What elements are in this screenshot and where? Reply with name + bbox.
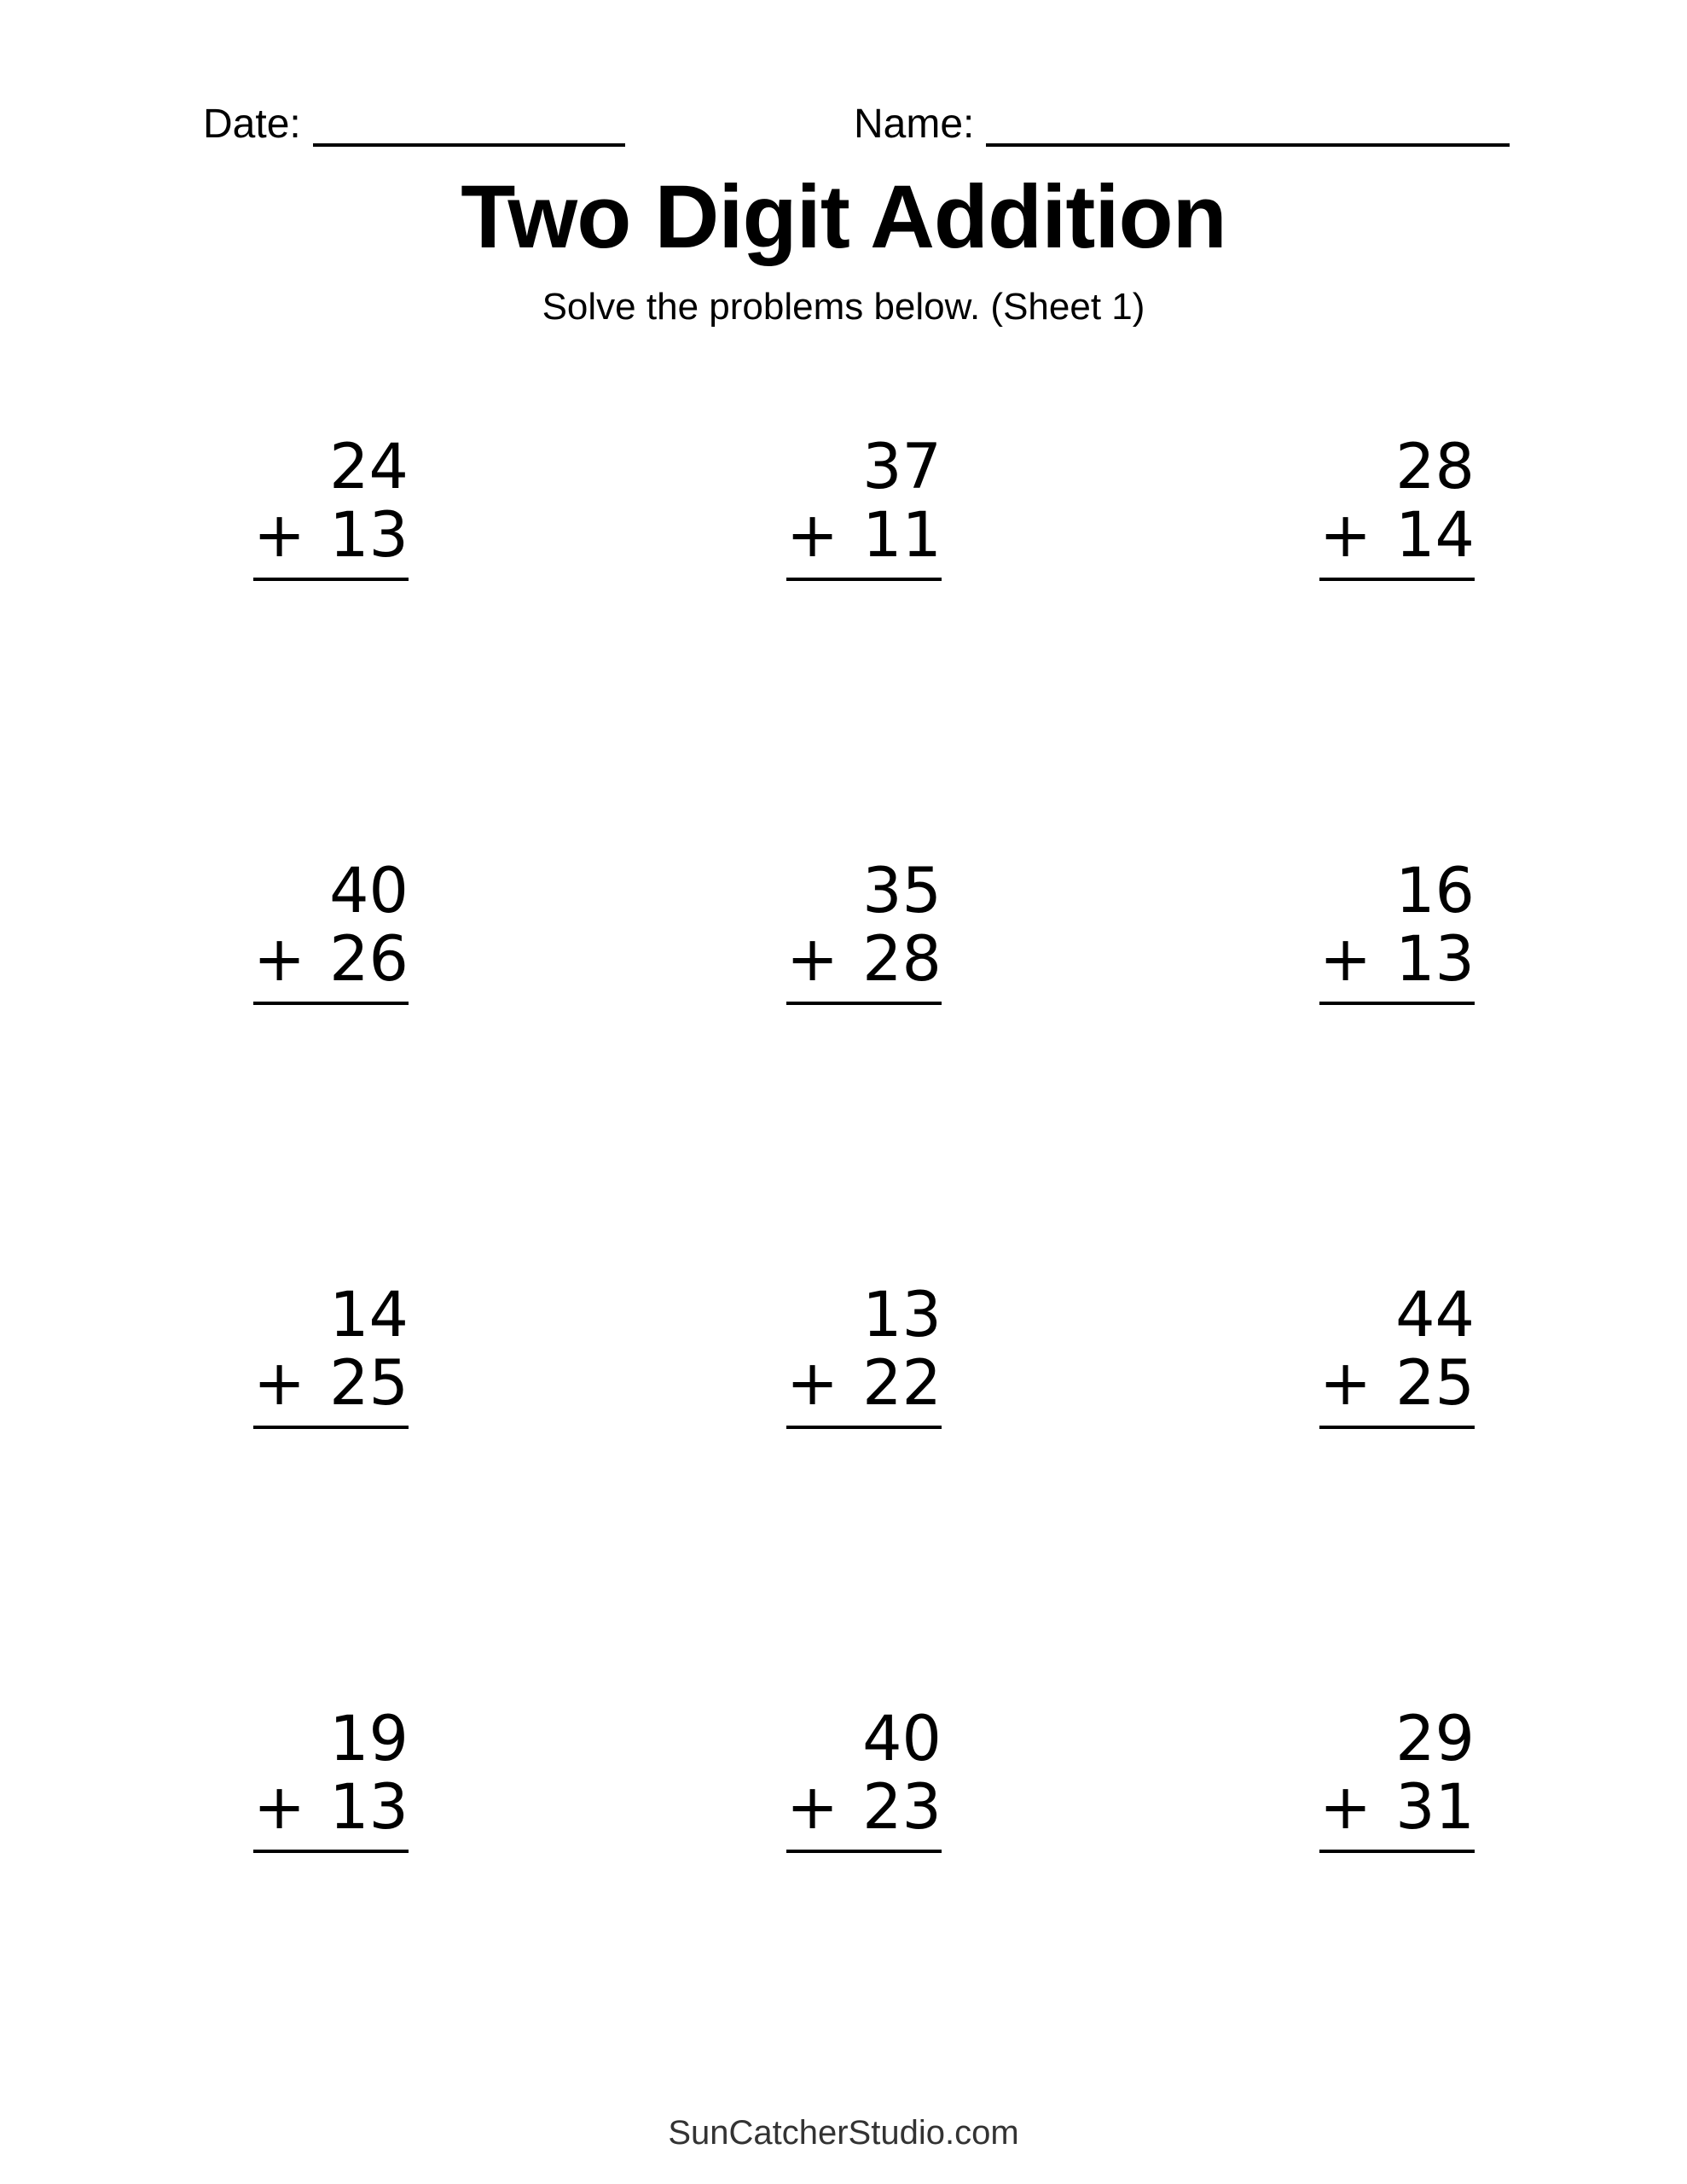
- answer-line[interactable]: [1319, 1426, 1475, 1429]
- addend-bottom-row: [786, 923, 942, 996]
- plus-operator: +: [786, 499, 839, 572]
- problem-10: [253, 1705, 409, 1853]
- addend-bottom-row: [1319, 1347, 1475, 1420]
- answer-line[interactable]: [253, 1850, 409, 1853]
- answer-line[interactable]: [1319, 1850, 1475, 1853]
- plus-operator: +: [253, 923, 306, 996]
- answer-line[interactable]: [253, 1426, 409, 1429]
- addend-bottom-row: [786, 499, 942, 572]
- site-credit: SunCatcherStudio.com: [668, 2114, 1019, 2152]
- addend-top: 40: [329, 855, 409, 927]
- answer-line[interactable]: [1319, 578, 1475, 581]
- problem-7: [253, 1281, 409, 1429]
- addend-bottom: 11: [862, 499, 942, 572]
- addend-bottom: 14: [1395, 499, 1475, 572]
- addend-bottom-row: [253, 1771, 409, 1844]
- addend-bottom: 13: [1395, 923, 1475, 996]
- addend-bottom-row: [1319, 499, 1475, 572]
- problem-2: [786, 433, 942, 581]
- name-field: [854, 104, 1510, 147]
- addend-top: 40: [862, 1703, 942, 1775]
- footer: [0, 2114, 1687, 2152]
- addend-bottom: 13: [329, 499, 409, 572]
- addend-bottom: 28: [862, 923, 942, 996]
- addend-top: 19: [329, 1703, 409, 1775]
- problems-grid: [253, 433, 1475, 1853]
- problem-11: [786, 1705, 942, 1853]
- addend-bottom-row: [786, 1347, 942, 1420]
- addend-bottom: 22: [862, 1347, 942, 1420]
- problem-4: [253, 857, 409, 1005]
- answer-line[interactable]: [786, 1002, 942, 1005]
- answer-line[interactable]: [253, 1002, 409, 1005]
- addend-bottom-row: [253, 923, 409, 996]
- answer-line[interactable]: [253, 578, 409, 581]
- problem-5: [786, 857, 942, 1005]
- plus-operator: +: [786, 923, 839, 996]
- addend-top: 44: [1395, 1279, 1475, 1351]
- plus-operator: +: [253, 1771, 306, 1844]
- problem-6: [1319, 857, 1475, 1005]
- problem-8: [786, 1281, 942, 1429]
- plus-operator: +: [786, 1347, 839, 1420]
- addend-bottom-row: [1319, 923, 1475, 996]
- problem-3: [1319, 433, 1475, 581]
- addend-bottom-row: [253, 1347, 409, 1420]
- addend-bottom: 26: [329, 923, 409, 996]
- plus-operator: +: [786, 1771, 839, 1844]
- addend-top: 37: [862, 431, 942, 503]
- answer-line[interactable]: [786, 1850, 942, 1853]
- plus-operator: +: [1319, 499, 1372, 572]
- addend-top: 13: [862, 1279, 942, 1351]
- addend-bottom: 13: [329, 1771, 409, 1844]
- addend-bottom: 23: [862, 1771, 942, 1844]
- problem-1: [253, 433, 409, 581]
- addend-top: 14: [329, 1279, 409, 1351]
- problem-12: [1319, 1705, 1475, 1853]
- addend-top: 16: [1395, 855, 1475, 927]
- plus-operator: +: [1319, 1771, 1372, 1844]
- page-subtitle: Solve the problems below. (Sheet 1): [542, 286, 1145, 328]
- addend-top: 28: [1395, 431, 1475, 503]
- plus-operator: +: [253, 499, 306, 572]
- date-field: [203, 104, 625, 147]
- addend-bottom: 31: [1395, 1771, 1475, 1844]
- name-blank-line[interactable]: [986, 106, 1510, 147]
- plus-operator: +: [253, 1347, 306, 1420]
- addend-top: 24: [329, 431, 409, 503]
- page-title: Two Digit Addition: [461, 167, 1226, 267]
- answer-line[interactable]: [786, 1426, 942, 1429]
- date-blank-line[interactable]: [313, 106, 625, 147]
- name-label: Name:: [854, 102, 975, 147]
- addend-top: 29: [1395, 1703, 1475, 1775]
- addend-top: 35: [862, 855, 942, 927]
- answer-line[interactable]: [1319, 1002, 1475, 1005]
- problem-9: [1319, 1281, 1475, 1429]
- addend-bottom-row: [253, 499, 409, 572]
- plus-operator: +: [1319, 923, 1372, 996]
- addend-bottom-row: [786, 1771, 942, 1844]
- answer-line[interactable]: [786, 578, 942, 581]
- plus-operator: +: [1319, 1347, 1372, 1420]
- date-label: Date:: [203, 102, 301, 147]
- addend-bottom: 25: [329, 1347, 409, 1420]
- addend-bottom: 25: [1395, 1347, 1475, 1420]
- addend-bottom-row: [1319, 1771, 1475, 1844]
